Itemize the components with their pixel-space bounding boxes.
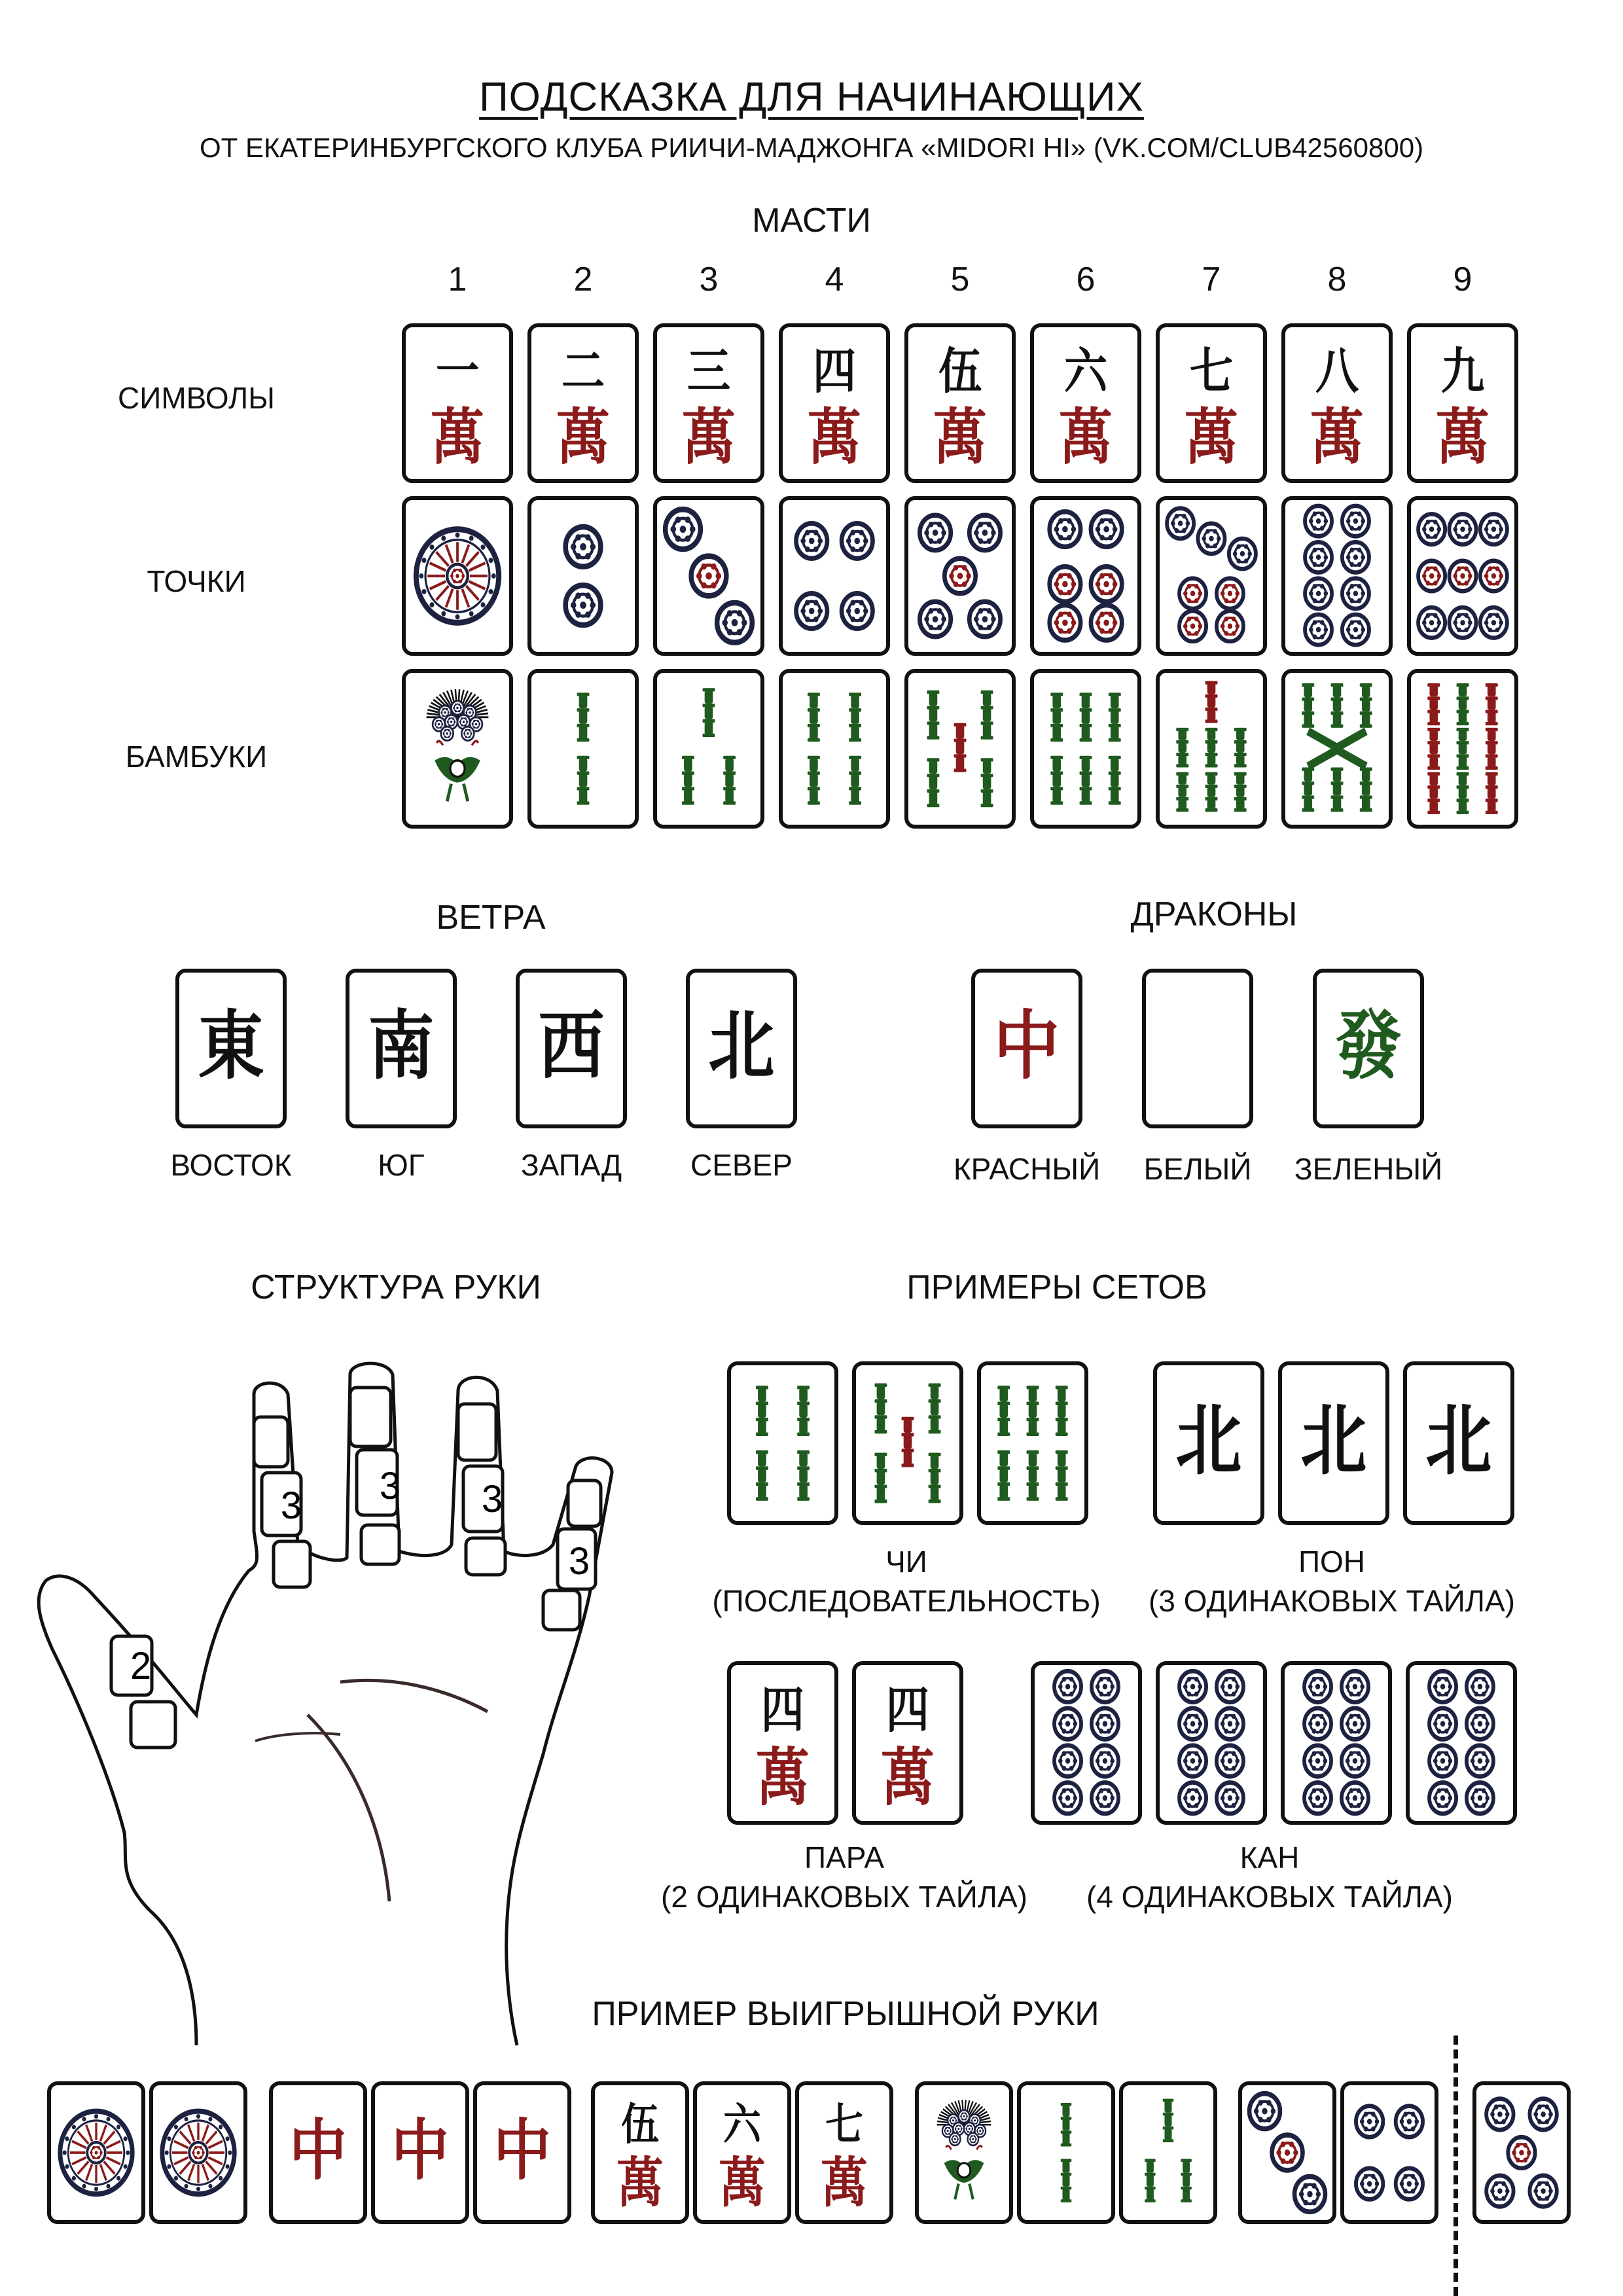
svg-text:六: 六: [1063, 342, 1108, 400]
svg-text:北: 北: [1175, 1395, 1242, 1486]
svg-text:南: 南: [368, 1002, 435, 1090]
pon-tile-2: [1278, 1361, 1389, 1525]
svg-text:萬: 萬: [681, 401, 736, 473]
pair-tile-1: [727, 1661, 838, 1825]
kan-tile-2: [1156, 1661, 1267, 1825]
svg-text:萬: 萬: [933, 401, 988, 473]
winning-tile-6: [591, 2081, 689, 2224]
svg-text:中: 中: [493, 2111, 552, 2190]
svg-text:北: 北: [708, 1002, 775, 1090]
suits-heading: МАСТИ: [752, 202, 871, 240]
kan-tile-3: [1281, 1661, 1392, 1825]
winning-hand-heading: ПРИМЕР ВЫИГРЫШНОЙ РУКИ: [592, 1995, 1099, 2033]
chi-tile-1: [727, 1361, 838, 1525]
svg-text:萬: 萬: [807, 401, 862, 473]
wind-label-1: ВОСТОК: [170, 1148, 292, 1182]
row-label-characters: СИМВОЛЫ: [118, 381, 275, 415]
suit-number-8: 8: [1327, 260, 1347, 298]
pon-desc: (3 ОДИНАКОВЫХ ТАЙЛА): [1149, 1584, 1515, 1618]
pair-label: ПАРА: [804, 1840, 885, 1874]
svg-text:萬: 萬: [616, 2151, 664, 2215]
winds-heading: ВЕТРА: [436, 899, 546, 937]
pon-tile-3: [1403, 1361, 1514, 1525]
svg-text:九: 九: [1440, 342, 1485, 400]
finger-number-2: 3: [280, 1484, 302, 1527]
wind-label-3: ЗАПАД: [520, 1148, 622, 1182]
svg-text:西: 西: [538, 1002, 605, 1090]
dragon-label-1: КРАСНЫЙ: [953, 1152, 1101, 1186]
suit-number-6: 6: [1076, 260, 1096, 298]
pair-desc: (2 ОДИНАКОВЫХ ТАЙЛА): [661, 1880, 1027, 1914]
svg-text:發: 發: [1335, 1002, 1402, 1090]
hand-heading: СТРУКТУРА РУКИ: [251, 1268, 541, 1306]
svg-text:萬: 萬: [1058, 401, 1113, 473]
winning-tile-8: [795, 2081, 893, 2224]
svg-text:萬: 萬: [1435, 401, 1490, 473]
svg-text:六: 六: [723, 2098, 761, 2150]
svg-text:中: 中: [993, 1002, 1060, 1090]
winning-tile-13: [1340, 2081, 1438, 2224]
svg-text:東: 東: [198, 1002, 264, 1090]
suit-number-9: 9: [1453, 260, 1472, 298]
wind-label-4: СЕВЕР: [690, 1148, 793, 1182]
svg-text:北: 北: [1425, 1395, 1492, 1486]
svg-text:萬: 萬: [821, 2151, 868, 2215]
finger-number-5: 3: [568, 1540, 590, 1583]
sets-heading: ПРИМЕРЫ СЕТОВ: [906, 1268, 1207, 1306]
chi-tile-3: [977, 1361, 1088, 1525]
pon-tile-1: [1153, 1361, 1264, 1525]
dragon-label-3: ЗЕЛЕНЫЙ: [1294, 1152, 1443, 1186]
svg-text:中: 中: [391, 2111, 450, 2190]
svg-text:萬: 萬: [755, 1741, 810, 1814]
winning-tile-11: [1119, 2081, 1217, 2224]
kan-label: КАН: [1240, 1840, 1300, 1874]
finger-number-4: 3: [481, 1478, 503, 1520]
winning-tile-5: [473, 2081, 571, 2224]
svg-text:四: 四: [885, 1680, 930, 1740]
svg-text:三: 三: [687, 342, 731, 400]
winning-tile-divider: [1454, 2036, 1458, 2296]
chi-tile-2: [852, 1361, 963, 1525]
svg-text:萬: 萬: [880, 1741, 935, 1814]
winning-tile-3: [269, 2081, 367, 2224]
finger-number-1: 2: [130, 1645, 152, 1687]
winning-tile-7: [693, 2081, 791, 2224]
svg-text:一: 一: [435, 342, 480, 400]
svg-text:萬: 萬: [1310, 401, 1364, 473]
suit-number-4: 4: [825, 260, 844, 298]
svg-text:八: 八: [1315, 342, 1359, 400]
winning-tile-14: [1472, 2081, 1571, 2224]
winning-tile-9: [915, 2081, 1013, 2224]
svg-text:四: 四: [760, 1680, 805, 1740]
svg-text:伍: 伍: [621, 2098, 659, 2150]
svg-text:伍: 伍: [938, 342, 982, 400]
dragons-heading: ДРАКОНЫ: [1130, 895, 1298, 933]
svg-text:七: 七: [825, 2098, 863, 2150]
winning-tile-10: [1017, 2081, 1115, 2224]
chi-desc: (ПОСЛЕДОВАТЕЛЬНОСТЬ): [712, 1584, 1101, 1618]
wind-label-2: ЮГ: [378, 1148, 425, 1182]
page-subtitle: ОТ ЕКАТЕРИНБУРГСКОГО КЛУБА РИИЧИ-МАДЖОНГА «MIDORI HI» (VK.COM/CLUB42560800): [199, 132, 1424, 163]
svg-text:萬: 萬: [430, 401, 485, 473]
winning-tile-4: [371, 2081, 469, 2224]
pair-tile-2: [852, 1661, 963, 1825]
suit-number-7: 7: [1202, 260, 1221, 298]
svg-text:萬: 萬: [1184, 401, 1239, 473]
suit-number-5: 5: [950, 260, 970, 298]
winning-tile-12: [1238, 2081, 1336, 2224]
svg-text:萬: 萬: [556, 401, 611, 473]
chi-label: ЧИ: [885, 1545, 927, 1579]
finger-number-3: 3: [379, 1465, 401, 1507]
row-label-bamboo: БАМБУКИ: [125, 740, 268, 774]
svg-text:七: 七: [1189, 342, 1234, 400]
row-label-dots: ТОЧКИ: [147, 564, 246, 598]
page-title: ПОДСКАЗКА ДЛЯ НАЧИНАЮЩИХ: [479, 75, 1144, 120]
svg-text:萬: 萬: [719, 2151, 766, 2215]
svg-text:二: 二: [561, 342, 605, 400]
suit-number-1: 1: [448, 260, 467, 298]
svg-text:四: 四: [812, 342, 857, 400]
kan-tile-1: [1031, 1661, 1142, 1825]
svg-text:北: 北: [1300, 1395, 1367, 1486]
winning-tile-1: [47, 2081, 145, 2224]
kan-tile-4: [1406, 1661, 1517, 1825]
suit-number-2: 2: [573, 260, 593, 298]
pon-label: ПОН: [1298, 1545, 1366, 1579]
kan-desc: (4 ОДИНАКОВЫХ ТАЙЛА): [1086, 1880, 1453, 1914]
dragon-label-2: БЕЛЫЙ: [1143, 1152, 1252, 1186]
suit-number-3: 3: [699, 260, 719, 298]
svg-text:中: 中: [289, 2111, 348, 2190]
winning-tile-2: [149, 2081, 247, 2224]
